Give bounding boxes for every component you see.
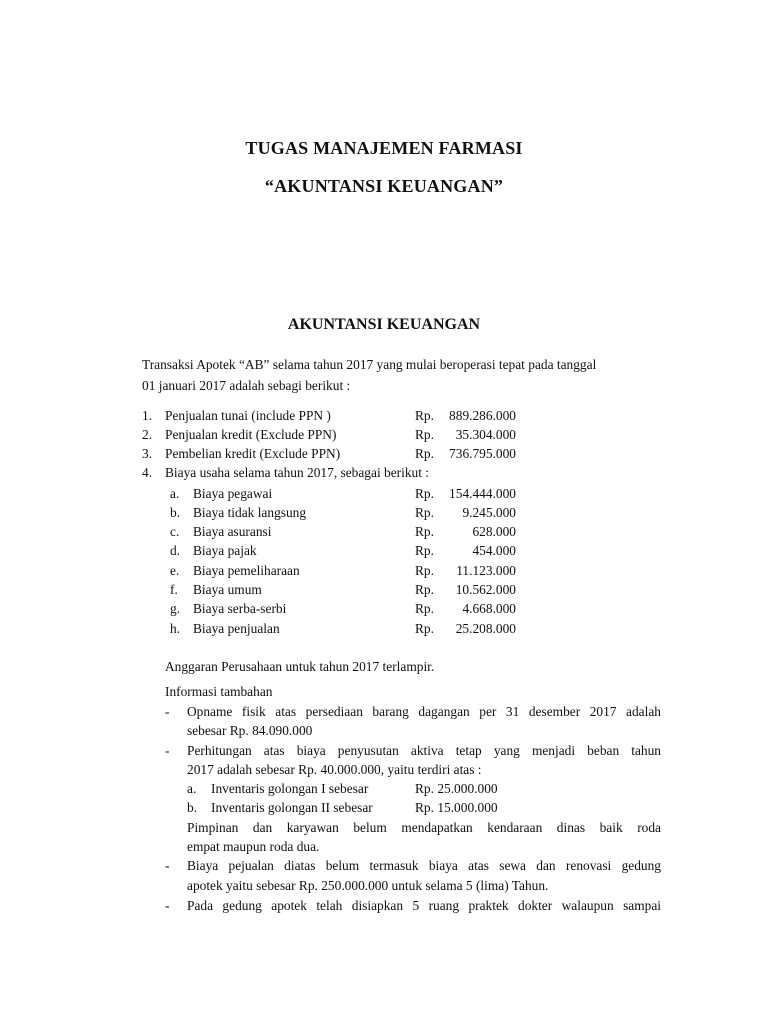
sub-item-letter: c. (170, 524, 180, 539)
sub-item-amount: 454.000 (472, 543, 516, 558)
sub-item-label: Biaya tidak langsung (193, 505, 307, 520)
sub-item-label: Inventaris golongan II sebesar (211, 800, 373, 815)
sub-item-letter: a. (187, 781, 197, 796)
sub-item-letter: d. (170, 543, 181, 558)
sub-item-amount: 9.245.000 (462, 505, 516, 520)
section-heading: AKUNTANSI KEUANGAN (287, 316, 481, 333)
sub-item-currency: Rp. (415, 543, 434, 558)
bullet-marker: - (165, 858, 170, 873)
sub-item-label: Biaya asuransi (193, 524, 272, 539)
item-label: Penjualan kredit (Exclude PPN) (165, 427, 337, 442)
bullet-1-line-1: Opname fisik atas persediaan barang dagangan per 31 desember 2017 adalah (187, 704, 661, 719)
sub-item-label: Biaya pegawai (193, 486, 273, 501)
sub-item-currency: Rp. (415, 563, 434, 578)
item-label: Penjualan tunai (include PPN ) (165, 408, 331, 423)
bullet-2-line-1: Perhitungan atas biaya penyusutan aktiva tetap yang menjadi beban tahun (187, 743, 661, 758)
sub-item-letter: h. (170, 621, 181, 636)
bullet-3-line-2: apotek yaitu sebesar Rp. 250.000.000 untuk selama 5 (lima) Tahun. (187, 878, 549, 893)
sub-item-amount: Rp. 15.000.000 (415, 800, 498, 815)
sub-item-currency: Rp. (415, 524, 434, 539)
item-label: Biaya usaha selama tahun 2017, sebagai berikut : (165, 465, 430, 480)
intro-line-1: Transaksi Apotek “AB” selama tahun 2017 yang mulai beroperasi tepat pada tanggal (142, 357, 597, 372)
info-heading: Informasi tambahan (165, 684, 273, 699)
sub-item-amount: 154.444.000 (449, 486, 516, 501)
bullet-4-line-1: Pada gedung apotek telah disiapkan 5 ruang praktek dokter walaupun sampai (187, 898, 661, 913)
sub-item-letter: a. (170, 486, 180, 501)
sub-item-label: Biaya penjualan (193, 621, 280, 636)
item-currency: Rp. (415, 408, 434, 423)
item-number: 2. (142, 427, 153, 442)
sub-item-letter: f. (170, 582, 178, 597)
item-number: 4. (142, 465, 153, 480)
sub-item-label: Inventaris golongan I sebesar (211, 781, 369, 796)
item-currency: Rp. (415, 427, 434, 442)
sub-item-currency: Rp. (415, 601, 434, 616)
sub-item-amount: 25.208.000 (455, 621, 516, 636)
sub-item-letter: b. (170, 505, 181, 520)
bullet-marker: - (165, 898, 170, 913)
sub-item-currency: Rp. (415, 621, 434, 636)
sub-item-letter: b. (187, 800, 198, 815)
sub-item-amount: 628.000 (472, 524, 516, 539)
sub-item-currency: Rp. (415, 486, 434, 501)
document-subtitle: “AKUNTANSI KEUANGAN” (264, 176, 504, 196)
sub-item-amount: 10.562.000 (455, 582, 516, 597)
bullet-1-line-2: sebesar Rp. 84.090.000 (187, 723, 313, 738)
item-amount: 35.304.000 (455, 427, 516, 442)
bullet-marker: - (165, 704, 170, 719)
bullet-2-note-line-2: empat maupun roda dua. (187, 839, 320, 854)
item-label: Pembelian kredit (Exclude PPN) (165, 446, 341, 461)
item-number: 1. (142, 408, 153, 423)
item-number: 3. (142, 446, 153, 461)
sub-item-amount: 11.123.000 (456, 563, 516, 578)
item-amount: 736.795.000 (449, 446, 516, 461)
bullet-3-line-1: Biaya pejualan diatas belum termasuk biaya atas sewa dan renovasi gedung (187, 858, 661, 873)
sub-item-currency: Rp. (415, 505, 434, 520)
bullet-2-line-2: 2017 adalah sebesar Rp. 40.000.000, yaitu terdiri atas : (187, 762, 482, 777)
item-currency: Rp. (415, 446, 434, 461)
item-amount: 889.286.000 (449, 408, 516, 423)
sub-item-amount: Rp. 25.000.000 (415, 781, 498, 796)
sub-item-letter: e. (170, 563, 180, 578)
bullet-marker: - (165, 743, 170, 758)
sub-item-label: Biaya serba-serbi (193, 601, 287, 616)
budget-note: Anggaran Perusahaan untuk tahun 2017 terlampir. (165, 659, 435, 674)
sub-item-letter: g. (170, 601, 181, 616)
bullet-2-note-line-1: Pimpinan dan karyawan belum mendapatkan kendaraan dinas baik roda (187, 820, 661, 835)
sub-item-currency: Rp. (415, 582, 434, 597)
sub-item-label: Biaya umum (193, 582, 262, 597)
sub-item-label: Biaya pemeliharaan (193, 563, 300, 578)
intro-line-2: 01 januari 2017 adalah sebagi berikut : (142, 378, 351, 393)
sub-item-label: Biaya pajak (193, 543, 257, 558)
sub-item-amount: 4.668.000 (462, 601, 516, 616)
document-title: TUGAS MANAJEMEN FARMASI (245, 138, 523, 158)
